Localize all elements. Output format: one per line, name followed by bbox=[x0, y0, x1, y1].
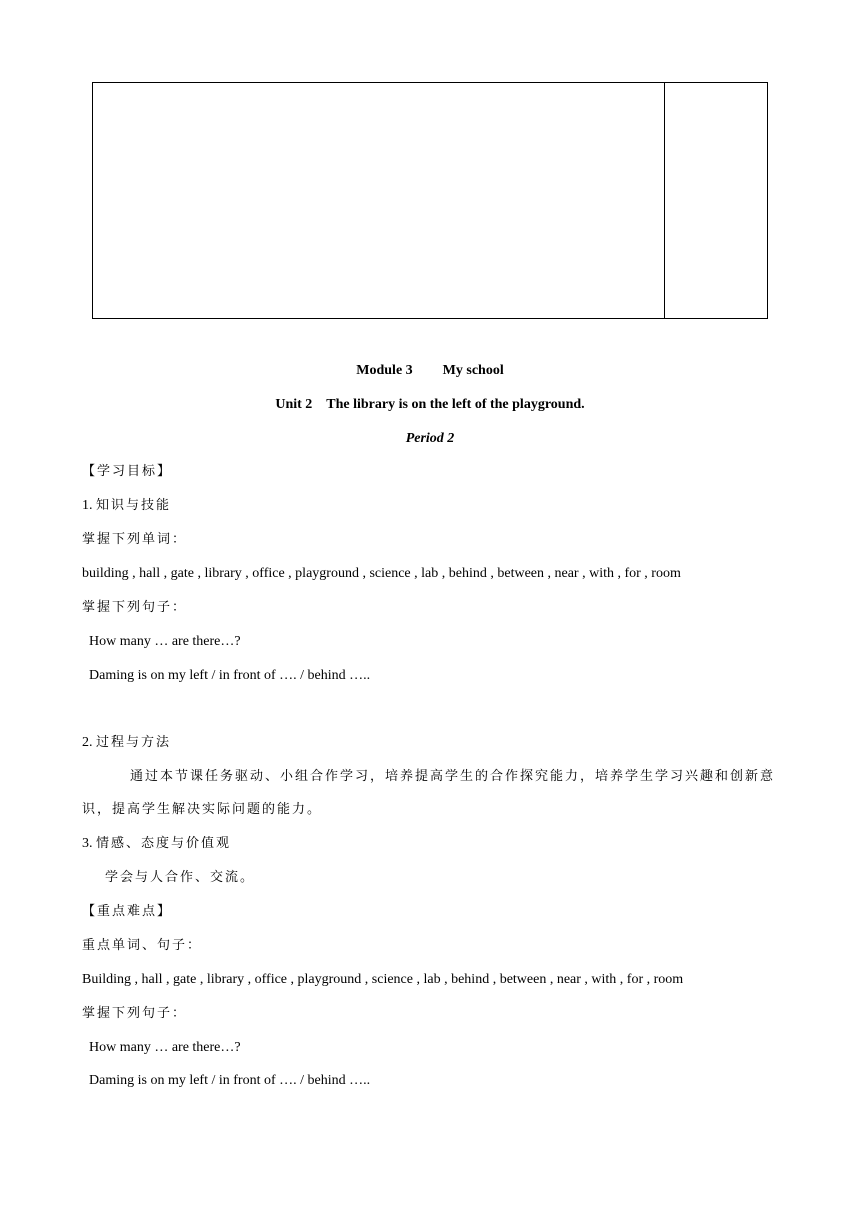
section-2-text: 过程与方法 bbox=[96, 735, 172, 750]
module-title: My school bbox=[442, 363, 504, 378]
section-3-text: 情感、态度与价值观 bbox=[96, 836, 232, 851]
unit-title: The library is on the left of the playground. bbox=[326, 397, 585, 412]
table-column-divider bbox=[664, 83, 665, 318]
section-2-paragraph-line-2: 识，提高学生解决实际问题的能力。 bbox=[82, 802, 323, 817]
key-sentences-label: 掌握下列句子： bbox=[82, 1006, 188, 1021]
sentences-label: 掌握下列句子： bbox=[82, 600, 188, 615]
section-2-paragraph-line-1: 通过本节课任务驱动、小组合作学习，培养提高学生的合作探究能力，培养学生学习兴趣和创新意 bbox=[130, 769, 776, 784]
section-1-text: 知识与技能 bbox=[96, 498, 172, 513]
section-3-number: 3. bbox=[82, 836, 93, 851]
section-3-title bbox=[82, 835, 231, 853]
words-label: 掌握下列单词： bbox=[82, 532, 188, 547]
key-sentence-1: How many … are there…? bbox=[89, 1040, 241, 1055]
section-1-number: 1. bbox=[82, 498, 93, 513]
module-heading bbox=[0, 362, 860, 380]
module-number: Module 3 bbox=[356, 363, 413, 378]
key-points-heading: 【重点难点】 bbox=[82, 904, 173, 919]
section-3-body: 学会与人合作、交流。 bbox=[105, 870, 256, 885]
period-heading: Period 2 bbox=[405, 431, 455, 446]
section-2-title bbox=[82, 734, 171, 752]
top-table bbox=[92, 82, 768, 319]
sentence-2: Daming is on my left / in front of …. / behind ….. bbox=[89, 668, 371, 683]
section-1-title bbox=[82, 497, 171, 515]
objectives-heading: 【学习目标】 bbox=[82, 464, 173, 479]
key-words-label: 重点单词、句子： bbox=[82, 938, 203, 953]
unit-heading bbox=[0, 396, 860, 414]
words-list: building , hall , gate , library , office , playground , science , lab , behind , between , near , with , for , room bbox=[82, 566, 681, 581]
section-2-number: 2. bbox=[82, 735, 93, 750]
key-words-list: Building , hall , gate , library , office , playground , science , lab , behind , between , near , with , for , room bbox=[82, 972, 684, 987]
unit-number: Unit 2 bbox=[275, 397, 313, 412]
key-sentence-2: Daming is on my left / in front of …. / behind ….. bbox=[89, 1073, 371, 1088]
sentence-1: How many … are there…? bbox=[89, 634, 241, 649]
